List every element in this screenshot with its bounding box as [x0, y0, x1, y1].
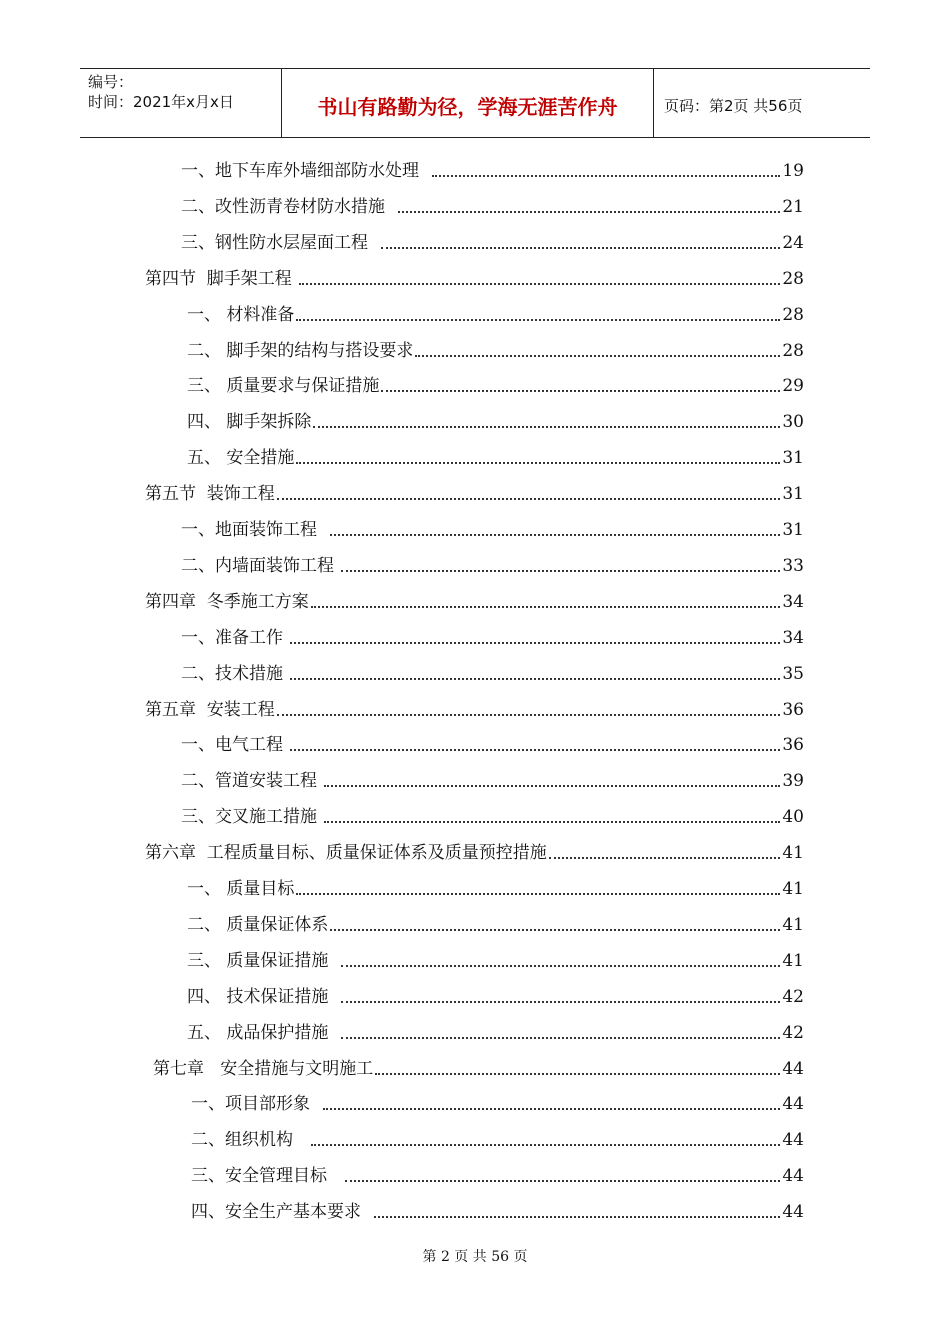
- toc-dot-leader: [345, 1180, 780, 1182]
- toc-entry-page: 24: [782, 232, 804, 253]
- toc-entry-page: 44: [782, 1166, 804, 1187]
- toc-entry-page: 36: [782, 735, 804, 756]
- toc-entry: [181, 554, 804, 578]
- toc-entry: [187, 303, 804, 327]
- toc-entry-title: 二、技术措施: [181, 663, 289, 684]
- toc-entry-page: 42: [782, 1022, 804, 1043]
- toc-dot-leader: [277, 498, 781, 500]
- toc-dot-leader: [549, 857, 781, 859]
- toc-entry: [191, 1128, 804, 1152]
- toc-entry-title: 第六章 工程质量目标、质量保证体系及质量预控措施: [145, 843, 547, 864]
- toc-entry: [153, 1057, 804, 1081]
- toc-entry-page: 39: [782, 771, 804, 792]
- toc-entry-page: 31: [782, 484, 804, 505]
- toc-entry: [181, 733, 804, 757]
- toc-entry: [187, 410, 804, 434]
- toc-entry-title: 四、安全生产基本要求: [191, 1202, 372, 1223]
- toc-entry-page: 30: [782, 412, 804, 433]
- toc-entry-title: 第五节 装饰工程: [145, 484, 275, 505]
- toc-entry-page: 28: [782, 268, 804, 289]
- toc-entry-page: 36: [782, 699, 804, 720]
- toc-entry: [145, 482, 804, 506]
- toc-entry-title: 一、 质量目标: [187, 879, 295, 899]
- toc-dot-leader: [311, 1144, 780, 1146]
- toc-dot-leader: [341, 965, 780, 967]
- toc-entry-title: 第四章 冬季施工方案: [145, 591, 309, 612]
- toc-entry-page: 41: [782, 950, 804, 971]
- toc-entry: [181, 518, 804, 542]
- toc-entry-page: 33: [782, 555, 804, 576]
- toc-entry-page: 41: [782, 879, 804, 899]
- toc-entry: [181, 195, 804, 219]
- toc-entry-title: 一、地下车库外墙细部防水处理: [181, 161, 430, 181]
- toc-dot-leader: [277, 714, 781, 716]
- toc-entry: [187, 985, 804, 1009]
- toc-entry: [187, 877, 804, 901]
- toc-dot-leader: [341, 570, 780, 572]
- toc-entry-title: 五、 安全措施: [187, 448, 295, 469]
- toc-entry: [181, 159, 804, 183]
- toc-entry-page: 41: [782, 843, 804, 864]
- toc-entry-title: 三、 质量保证措施: [187, 950, 340, 971]
- toc-entry: [181, 805, 804, 829]
- toc-entry: [145, 267, 804, 291]
- toc-dot-leader: [341, 1001, 780, 1003]
- toc-entry: [191, 1092, 804, 1116]
- toc-entry-page: 28: [782, 340, 804, 361]
- toc-dot-leader: [324, 821, 780, 823]
- toc-entry-title: 一、地面装饰工程: [181, 520, 328, 540]
- toc-entry: [187, 374, 804, 398]
- toc-entry-page: 44: [782, 1202, 804, 1223]
- toc-entry: [181, 231, 804, 255]
- toc-entry-page: 31: [782, 448, 804, 469]
- toc-entry: [187, 339, 804, 363]
- toc-entry-page: 44: [782, 1094, 804, 1115]
- toc-entry: [181, 662, 804, 686]
- toc-entry-page: 21: [782, 196, 804, 217]
- toc-dot-leader: [311, 606, 781, 608]
- toc-entry-page: 41: [782, 914, 804, 935]
- toc-dot-leader: [375, 1073, 780, 1075]
- toc-entry: [181, 626, 804, 650]
- header-meta: [80, 69, 282, 137]
- toc-entry: [145, 841, 804, 865]
- toc-dot-leader: [415, 355, 780, 357]
- toc-dot-leader: [290, 749, 780, 751]
- toc-entry-title: 五、 成品保护措施: [187, 1022, 340, 1043]
- toc-dot-leader: [299, 283, 780, 285]
- toc-entry-title: 二、管道安装工程: [181, 771, 323, 792]
- toc-dot-leader: [381, 247, 781, 249]
- toc-entry-title: 第四节 脚手架工程: [145, 268, 298, 289]
- toc-entry-page: 34: [782, 627, 804, 648]
- toc-entry-page: 42: [782, 986, 804, 1007]
- toc-entry: [191, 1200, 804, 1224]
- toc-entry-title: 三、 质量要求与保证措施: [187, 376, 380, 397]
- toc-dot-leader: [374, 1216, 781, 1218]
- header-number: 编号：: [88, 73, 134, 91]
- toc-entry-title: 一、电气工程: [181, 735, 289, 756]
- toc-entry: [187, 949, 804, 973]
- toc-entry-title: 二、改性沥青卷材防水措施: [181, 196, 396, 217]
- toc-dot-leader: [330, 534, 781, 536]
- toc-entry-title: 四、 技术保证措施: [187, 986, 340, 1007]
- toc-entry-page: 19: [782, 161, 804, 181]
- toc-entry-title: 二、内墙面装饰工程: [181, 555, 340, 576]
- header-page-info: 页码：第2页 共56页: [664, 96, 803, 115]
- toc-dot-leader: [290, 642, 780, 644]
- toc-entry-page: 40: [782, 807, 804, 828]
- toc-entry: [187, 913, 804, 937]
- toc-entry-title: 一、 材料准备: [187, 304, 295, 325]
- toc-entry: [181, 769, 804, 793]
- toc-entry-title: 第七章 安全措施与文明施工: [153, 1058, 374, 1079]
- toc-entry-page: 29: [782, 376, 804, 397]
- toc-dot-leader: [381, 390, 780, 392]
- toc-dot-leader: [324, 785, 780, 787]
- toc-entry-page: 44: [782, 1058, 804, 1079]
- toc-entry-title: 一、准备工作: [181, 627, 289, 648]
- page-header: [80, 68, 870, 138]
- toc-entry-page: 28: [782, 304, 804, 325]
- toc-entry-title: 三、钢性防水层屋面工程: [181, 232, 379, 253]
- toc-entry-title: 三、交叉施工措施: [181, 807, 323, 828]
- toc-entry: [145, 698, 804, 722]
- toc-dot-leader: [296, 319, 780, 321]
- toc-entry: [187, 1021, 804, 1045]
- toc-entry-title: 四、 脚手架拆除: [187, 412, 312, 433]
- toc-entry-title: 二、 脚手架的结构与搭设要求: [187, 340, 414, 361]
- toc-dot-leader: [398, 211, 781, 213]
- toc-dot-leader: [432, 175, 781, 177]
- toc-entry: [145, 590, 804, 614]
- header-time: 时间：2021年x月x日: [88, 93, 234, 111]
- toc-dot-leader: [341, 1037, 780, 1039]
- toc-entry-title: 二、 质量保证体系: [187, 914, 329, 935]
- toc-dot-leader: [296, 893, 780, 895]
- toc-dot-leader: [323, 1108, 781, 1110]
- page-footer: 第 2 页 共 56 页: [422, 1249, 528, 1265]
- toc-entry-page: 35: [782, 663, 804, 684]
- toc-entry-title: 三、安全管理目标: [191, 1166, 344, 1187]
- toc-entry-title: 二、组织机构: [191, 1130, 310, 1151]
- toc-dot-leader: [330, 929, 780, 931]
- toc-entry: [187, 446, 804, 470]
- toc-entry-page: 44: [782, 1130, 804, 1151]
- toc-entry-page: 31: [782, 520, 804, 540]
- toc-dot-leader: [296, 462, 780, 464]
- toc-dot-leader: [313, 426, 780, 428]
- toc-entry-title: 一、项目部形象: [191, 1094, 321, 1115]
- toc-entry-page: 34: [782, 591, 804, 612]
- header-motto: 书山有路勤为径，学海无涯苦作舟: [282, 69, 654, 137]
- toc-dot-leader: [290, 678, 780, 680]
- toc-entry-title: 第五章 安装工程: [145, 699, 275, 720]
- toc-entry: [191, 1164, 804, 1188]
